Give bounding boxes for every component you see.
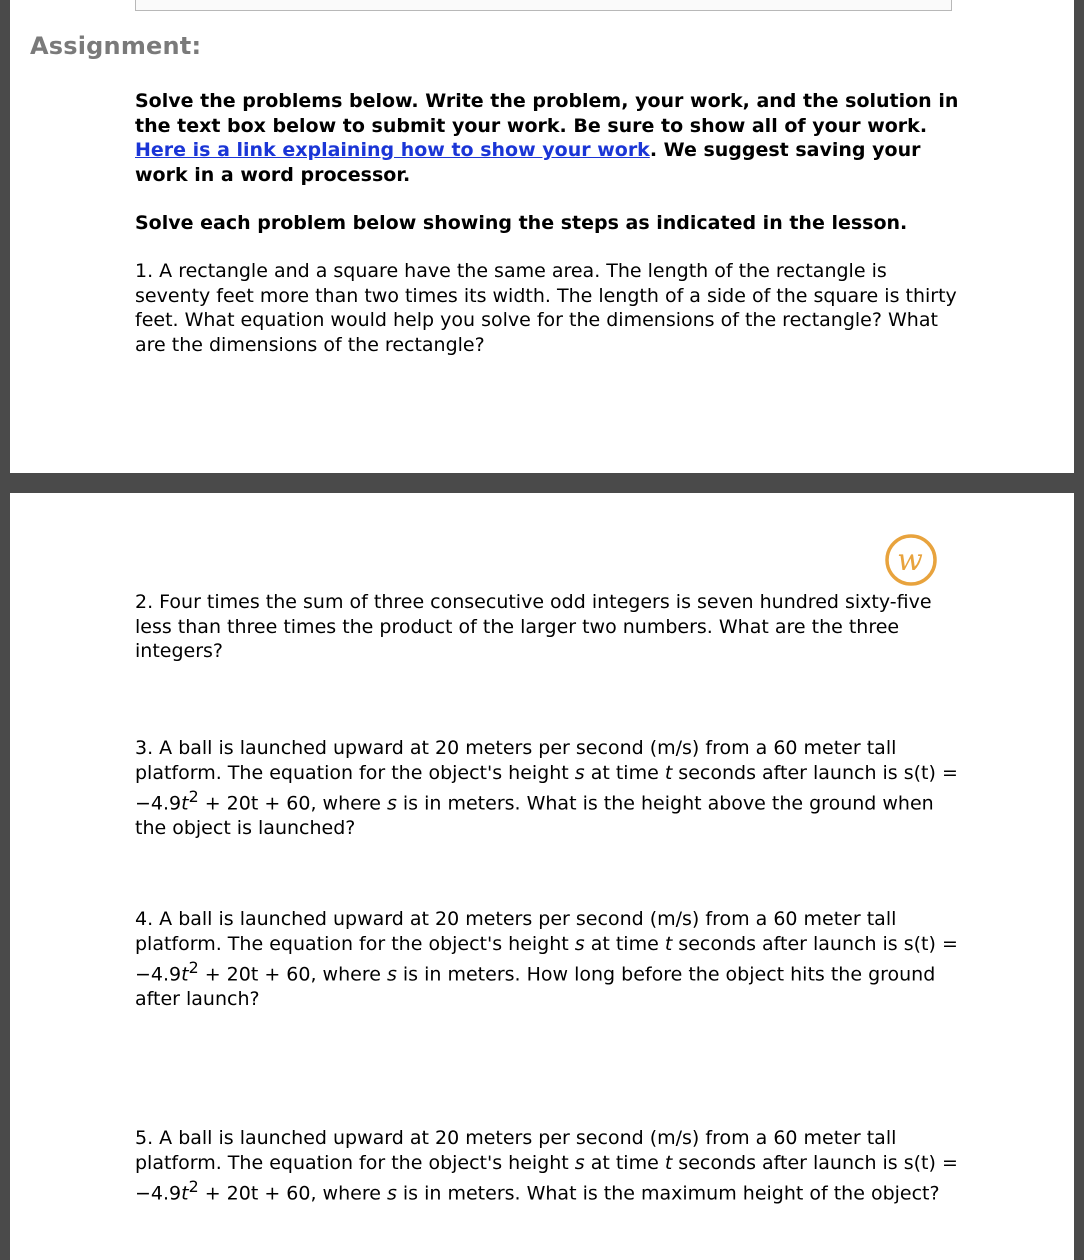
problem-5 bbox=[135, 1126, 965, 1206]
var-t: t bbox=[664, 932, 673, 955]
var-t: t bbox=[664, 761, 673, 784]
problem-4-rest: + 20t + 60, where bbox=[198, 963, 387, 986]
problem-5-intro: 5. A ball is launched upward at 20 meters per second (m/s) from a 60 meter tall platform. The equation for the object's height bbox=[135, 1127, 897, 1174]
logo-letter: w bbox=[897, 543, 923, 578]
instructions-text-2: . We suggest saving your work in a word processor. bbox=[135, 139, 921, 186]
var-s: s bbox=[574, 761, 585, 784]
problem-5-after: seconds after launch is s(t) = −4.9 bbox=[135, 1151, 958, 1205]
var-t-squared: t bbox=[181, 1182, 189, 1205]
problem-3-question: is in meters. What is the height above the ground when the object is launched? bbox=[135, 792, 934, 839]
problem-3-after: seconds after launch is s(t) = −4.9 bbox=[135, 761, 958, 815]
w-logo-icon bbox=[884, 533, 938, 587]
var-s: s bbox=[574, 1151, 585, 1174]
problem-5-question: is in meters. What is the maximum height of the object? bbox=[396, 1182, 940, 1205]
problem-4-at-time: at time bbox=[584, 932, 665, 955]
var-t-squared: t bbox=[181, 963, 189, 986]
exponent: 2 bbox=[188, 787, 199, 806]
problem-5-at-time: at time bbox=[584, 1151, 665, 1174]
var-s: s bbox=[574, 932, 585, 955]
assignment-heading: Assignment: bbox=[30, 32, 202, 60]
problem-5-rest: + 20t + 60, where bbox=[198, 1182, 387, 1205]
problem-4-question: is in meters. How long before the object hits the ground after launch? bbox=[135, 963, 936, 1010]
exponent: 2 bbox=[188, 958, 199, 977]
var-t: t bbox=[664, 1151, 673, 1174]
problem-4-after: seconds after launch is s(t) = −4.9 bbox=[135, 932, 958, 986]
problem-4 bbox=[135, 907, 965, 1011]
var-t-squared: t bbox=[181, 792, 189, 815]
submission-text-box[interactable] bbox=[135, 0, 952, 11]
show-work-link[interactable]: Here is a link explaining how to show your work bbox=[135, 139, 650, 161]
problem-3-intro: 3. A ball is launched upward at 20 meters per second (m/s) from a 60 meter tall platform. The equation for the object's height bbox=[135, 737, 897, 784]
step-note: Solve each problem below showing the steps as indicated in the lesson. bbox=[135, 212, 908, 234]
var-s-2: s bbox=[386, 792, 397, 815]
problem-3-at-time: at time bbox=[584, 761, 665, 784]
problem-2: 2. Four times the sum of three consecutive odd integers is seven hundred sixty-five less than three times the product of the larger two numbers. What are the three integers? bbox=[135, 591, 932, 662]
document-page-1 bbox=[10, 0, 1074, 473]
var-s-2: s bbox=[386, 963, 397, 986]
var-s-2: s bbox=[386, 1182, 397, 1205]
exponent: 2 bbox=[188, 1177, 199, 1196]
problem-1: 1. A rectangle and a square have the same area. The length of the rectangle is seventy feet more than two times its width. The length of a side of the square is thirty feet. What equation would help you solve for the dimensions of the rectangle? What are the dimensions of the rectangle? bbox=[135, 260, 957, 356]
document-page-2 bbox=[10, 493, 1074, 1260]
instructions-paragraph bbox=[135, 89, 965, 187]
problem-3 bbox=[135, 736, 965, 840]
problem-4-intro: 4. A ball is launched upward at 20 meters per second (m/s) from a 60 meter tall platform. The equation for the object's height bbox=[135, 908, 897, 955]
instructions-text: Solve the problems below. Write the problem, your work, and the solution in the text box below to submit your work. Be sure to show all of your work. bbox=[135, 90, 959, 137]
problem-3-rest: + 20t + 60, where bbox=[198, 792, 387, 815]
